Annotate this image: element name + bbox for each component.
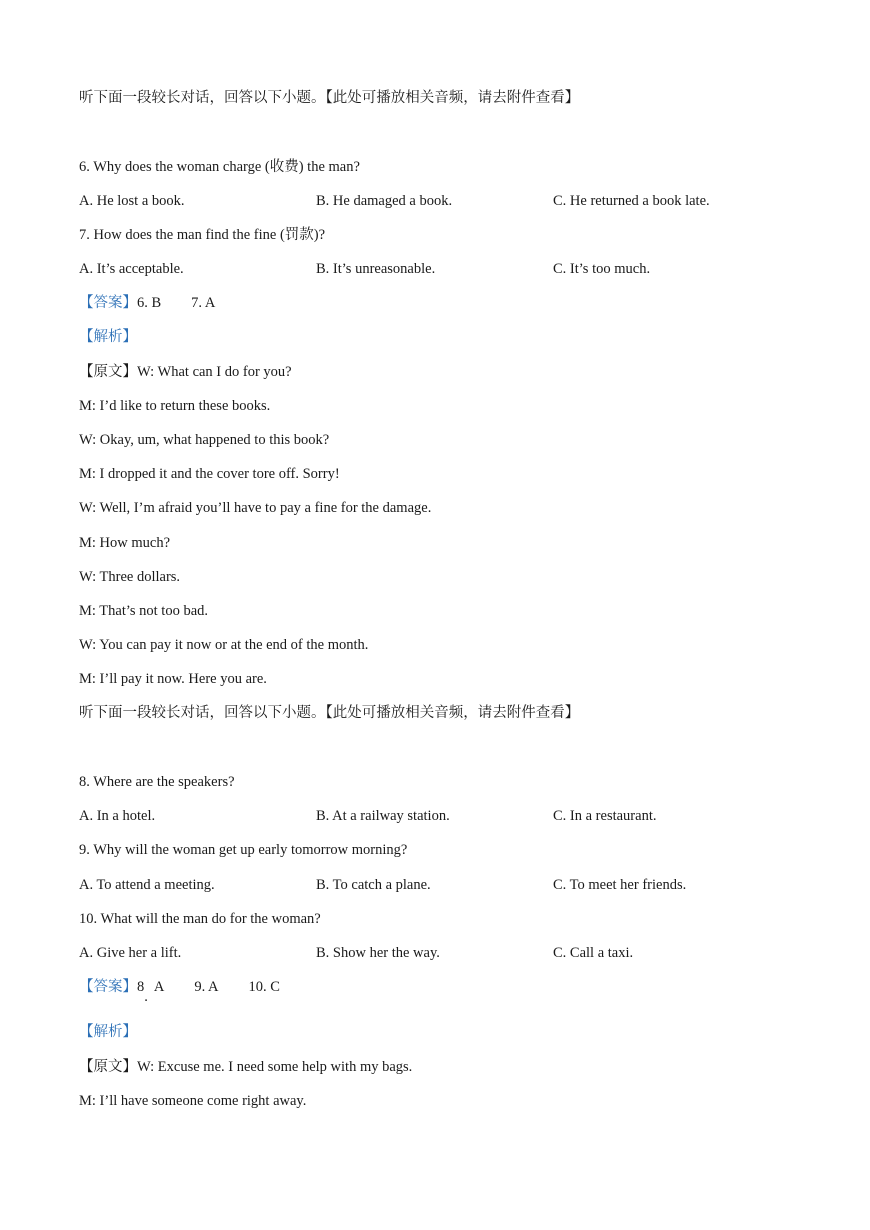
question-7-stem: 7. How does the man find the fine (罚款)? <box>79 227 326 243</box>
q9-option-b: B. To catch a plane. <box>316 877 431 893</box>
section2-answer <box>79 978 280 1005</box>
q10-option-b: B. Show her the way. <box>316 945 440 961</box>
answer-7: 7. A <box>191 295 216 311</box>
section1-transcript-line-10: M: I’ll pay it now. Here you are. <box>79 671 267 687</box>
answer-tag: 【答案】 <box>79 295 137 311</box>
q9-option-c: C. To meet her friends. <box>553 877 687 893</box>
q7-option-c: C. It’s too much. <box>553 261 651 277</box>
q7-option-a: A. It’s acceptable. <box>79 261 184 277</box>
answer-tag: 【答案】 <box>79 979 137 995</box>
answer-9: 9. A <box>194 979 219 995</box>
q7-option-b: B. It’s unreasonable. <box>316 261 436 277</box>
transcript-tag: 【原文】 <box>79 1059 137 1075</box>
section1-transcript-line-7: W: Three dollars. <box>79 569 181 585</box>
section1-transcript-line-4: M: I dropped it and the cover tore off. Sorry! <box>79 466 340 482</box>
question-10-stem: 10. What will the man do for the woman? <box>79 911 321 927</box>
q8-option-b: B. At a railway station. <box>316 808 450 824</box>
q8-option-c: C. In a restaurant. <box>553 808 657 824</box>
q6-option-b: B. He damaged a book. <box>316 193 453 209</box>
section1-intro: 听下面一段较长对话，回答以下小题。【此处可播放相关音频，请去附件查看】 <box>79 90 580 106</box>
q6-option-c: C. He returned a book late. <box>553 193 710 209</box>
section1-transcript-line-8: M: That’s not too bad. <box>79 603 209 619</box>
section1-answer <box>79 294 215 312</box>
q8-option-a: A. In a hotel. <box>79 808 156 824</box>
question-6-stem: 6. Why does the woman charge (收费) the man? <box>79 159 360 175</box>
section1-analysis-tag: 【解析】 <box>79 329 137 345</box>
answer-8-dot: . <box>144 989 148 1005</box>
section1-transcript-line-2: M: I’d like to return these books. <box>79 398 271 414</box>
section1-transcript-line-5: W: Well, I’m afraid you’ll have to pay a fine for the damage. <box>79 500 432 516</box>
section2-transcript-line-2: M: I’ll have someone come right away. <box>79 1093 307 1109</box>
question-8-stem: 8. Where are the speakers? <box>79 774 235 790</box>
q10-option-c: C. Call a taxi. <box>553 945 634 961</box>
section2-transcript-line-1: 【原文】W: Excuse me. I need some help with my bags. <box>79 1059 413 1075</box>
section2-analysis-tag: 【解析】 <box>79 1024 137 1040</box>
answer-8-letter: A <box>153 979 165 995</box>
section1-transcript-line-1: 【原文】W: What can I do for you? <box>79 364 292 380</box>
section2-intro: 听下面一段较长对话，回答以下小题。【此处可播放相关音频，请去附件查看】 <box>79 705 580 721</box>
answer-8-number: 8 <box>137 979 145 995</box>
section1-transcript-line-3: W: Okay, um, what happened to this book? <box>79 432 330 448</box>
section1-transcript-line-9: W: You can pay it now or at the end of the month. <box>79 637 369 653</box>
answer-10: 10. C <box>248 979 280 995</box>
transcript-tag: 【原文】 <box>79 364 137 380</box>
q6-option-a: A. He lost a book. <box>79 193 185 209</box>
q9-option-a: A. To attend a meeting. <box>79 877 215 893</box>
answer-6: 6. B <box>137 295 162 311</box>
q10-option-a: A. Give her a lift. <box>79 945 182 961</box>
question-9-stem: 9. Why will the woman get up early tomorrow morning? <box>79 842 408 858</box>
section1-transcript-line-6: M: How much? <box>79 535 171 551</box>
